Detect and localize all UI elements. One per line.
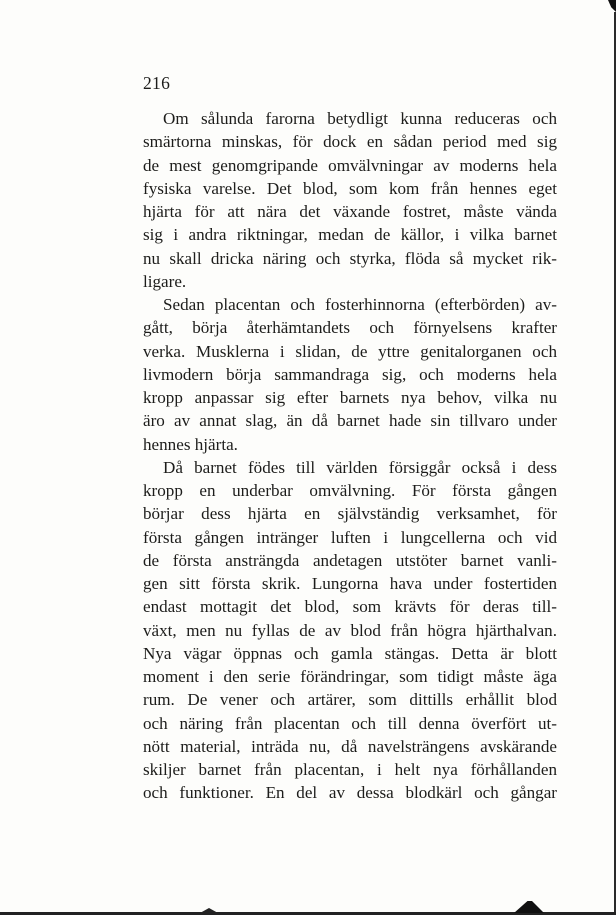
text-line: kropp anpassar sig efter barnets nya behov, vilka nu bbox=[143, 388, 557, 407]
text-line: börjar dess hjärta en självständig verksamhet, för bbox=[143, 504, 557, 524]
text-line: de mest genomgripande omvälvningar av moderns hela bbox=[143, 155, 557, 175]
text-line: äro av annat slag, än då barnet hade sin tillvaro under bbox=[143, 411, 557, 431]
text-line: moment i den serie förändringar, som tidigt måste äga bbox=[143, 667, 557, 686]
text-line: gen sitt första skrik. Lungorna hava under fostertiden bbox=[143, 574, 557, 593]
text-line: och funktioner. En del av dessa blodkärl och gångar bbox=[143, 783, 557, 803]
scan-edge-mark bbox=[608, 0, 616, 12]
text-line: livmodern börja sammandraga sig, och moderns hela bbox=[143, 364, 557, 384]
text-line: nu skall dricka näring och styrka, flöda så mycket rik- bbox=[143, 248, 557, 268]
text-line: nött material, inträda nu, då navelsträngens avskärande bbox=[143, 736, 557, 756]
ink-blot bbox=[514, 901, 544, 913]
text-line: första gången intränger luften i lungcellerna och vid bbox=[143, 527, 557, 547]
text-line: endast mottagit det blod, som krävts för deras till- bbox=[143, 597, 557, 617]
text-line: Sedan placentan och fosterhinnorna (efterbörden) av- bbox=[163, 295, 557, 314]
text-line: Om sålunda farorna betydligt kunna reduceras och bbox=[163, 109, 557, 128]
text-line: växt, men nu fyllas de av blod från högra hjärthalvan. bbox=[143, 620, 557, 640]
text-line: verka. Musklerna i slidan, de yttre genitalorganen och bbox=[143, 341, 557, 361]
body-text bbox=[143, 107, 557, 805]
text-line: hennes hjärta. bbox=[143, 434, 238, 454]
text-line: fysiska varelse. Det blod, som kom från hennes eget bbox=[143, 178, 557, 198]
ink-blot bbox=[200, 908, 218, 913]
page-number: 216 bbox=[143, 73, 171, 93]
text-line: och näring från placentan och till denna överfört ut- bbox=[143, 713, 557, 733]
text-line: de första ansträngda andetagen utstöter barnet vanli- bbox=[143, 550, 557, 570]
text-line: skiljer barnet från placentan, i helt nya förhållanden bbox=[143, 760, 557, 779]
text-line: Nya vägar öppnas och gamla stängas. Detta är blott bbox=[143, 643, 557, 663]
text-line: hjärta för att nära det växande fostret, måste vända bbox=[143, 202, 557, 221]
text-line: kropp en underbar omvälvning. För första gången bbox=[143, 481, 557, 500]
text-line: rum. De vener och artärer, som dittills erhållit blod bbox=[143, 690, 557, 710]
text-line: ligare. bbox=[143, 271, 187, 291]
text-line: Då barnet födes till världen försiggår också i dess bbox=[163, 457, 557, 477]
text-line: smärtorna minskas, för dock en sådan period med sig bbox=[143, 132, 557, 152]
text-line: sig i andra riktningar, medan de källor, i vilka barnet bbox=[143, 225, 557, 245]
text-line: gått, börja återhämtandets och förnyelsens krafter bbox=[143, 318, 557, 338]
